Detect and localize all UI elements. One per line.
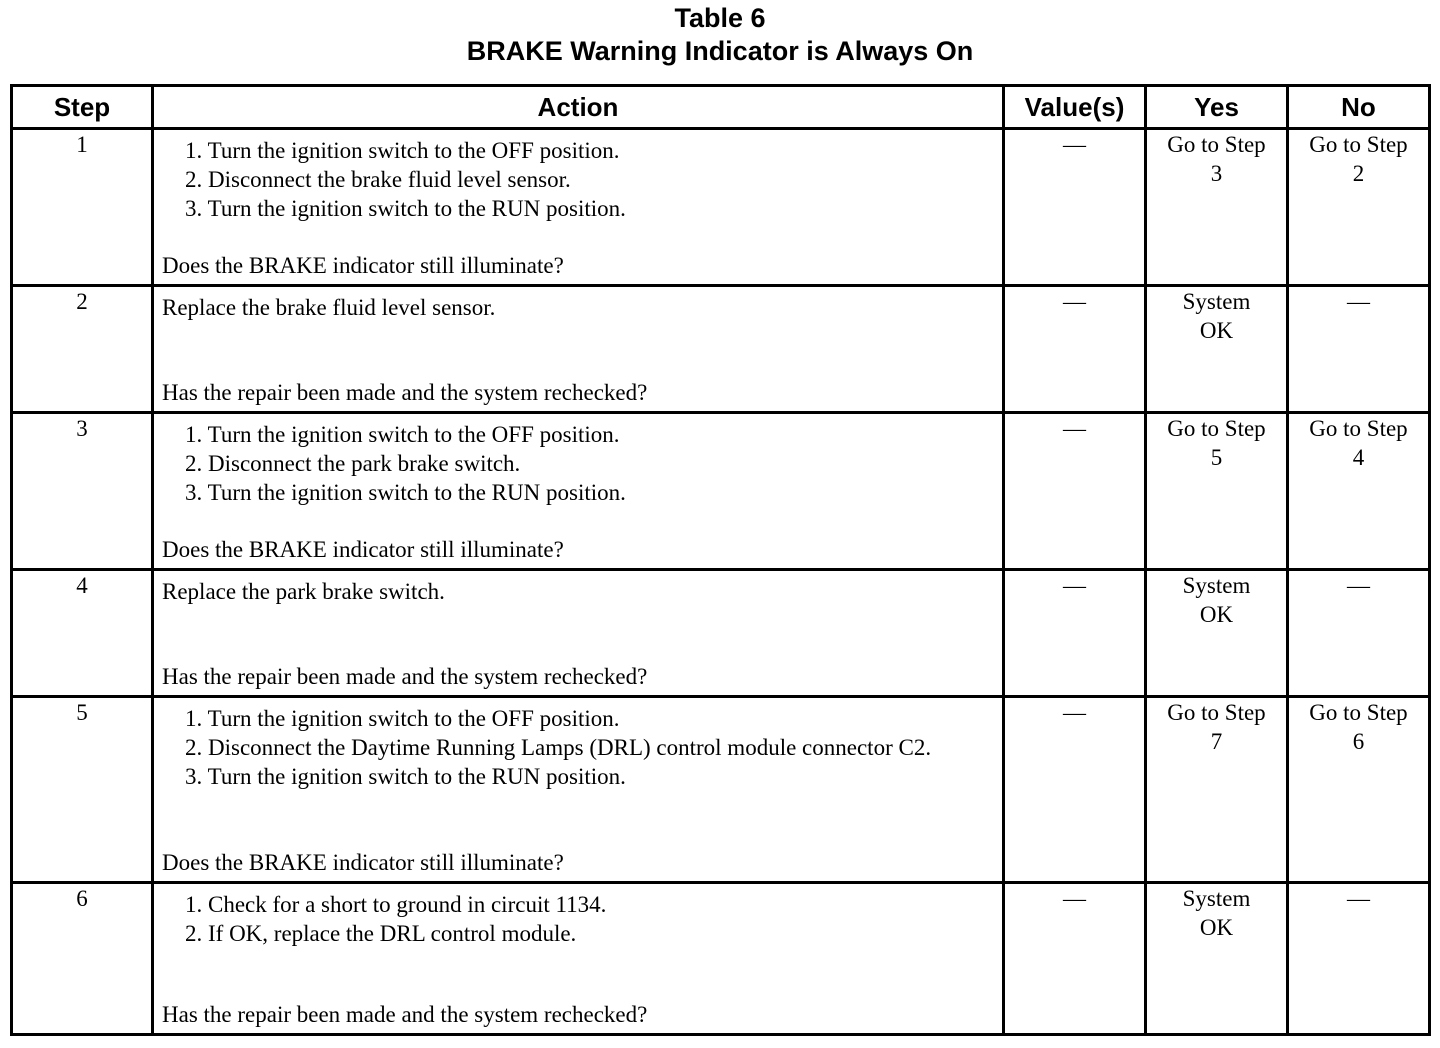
action-question: Has the repair been made and the system rechecked? (162, 380, 648, 405)
yes-result: System (1182, 573, 1251, 598)
no-cell (1288, 129, 1430, 286)
table-heading: BRAKE Warning Indicator is Always On (466, 36, 974, 66)
action-step: 2. Disconnect the Daytime Running Lamps (DRL) control module connector C2. (185, 735, 932, 760)
step-number: 2 (12, 286, 153, 413)
action-cell (153, 570, 1004, 697)
value-cell: — (1004, 286, 1146, 413)
yes-result: Go to Step (1167, 416, 1266, 441)
no-result: Go to Step (1309, 132, 1408, 157)
action-step: 3. Turn the ignition switch to the RUN position. (185, 196, 626, 221)
yes-result: System (1182, 886, 1251, 911)
action-steps (154, 890, 1002, 948)
no-result-detail: 4 (1352, 445, 1365, 470)
column-header-no: No (1288, 86, 1430, 129)
table-row (12, 883, 1430, 1035)
action-steps (154, 420, 1002, 507)
action-step: 1. Turn the ignition switch to the OFF position. (185, 422, 620, 447)
action-step: 2. Disconnect the park brake switch. (185, 451, 521, 476)
action-step: 3. Turn the ignition switch to the RUN position. (185, 480, 626, 505)
action-question: Does the BRAKE indicator still illuminate? (162, 253, 564, 278)
column-header-values: Value(s) (1004, 86, 1146, 129)
value-cell: — (1004, 697, 1146, 883)
action-question: Does the BRAKE indicator still illuminate? (162, 850, 564, 875)
no-result: Go to Step (1309, 416, 1408, 441)
yes-cell (1146, 129, 1288, 286)
action-step: 2. Disconnect the brake fluid level sensor. (185, 167, 571, 192)
no-cell (1288, 413, 1430, 570)
no-result: — (1347, 289, 1370, 314)
action-text: Replace the park brake switch. (162, 579, 445, 604)
no-result: — (1347, 886, 1370, 911)
no-cell (1288, 883, 1430, 1035)
no-cell (1288, 570, 1430, 697)
table-row (12, 413, 1430, 570)
yes-result: System (1182, 289, 1251, 314)
action-cell (153, 286, 1004, 413)
no-cell (1288, 286, 1430, 413)
table-row (12, 286, 1430, 413)
column-header-yes: Yes (1146, 86, 1288, 129)
table-row (12, 129, 1430, 286)
yes-result-detail: 3 (1210, 161, 1223, 186)
action-step: 1. Turn the ignition switch to the OFF position. (185, 138, 620, 163)
yes-result-detail: 5 (1210, 445, 1223, 470)
yes-cell (1146, 697, 1288, 883)
value-cell: — (1004, 413, 1146, 570)
action-step: 1. Turn the ignition switch to the OFF position. (185, 706, 620, 731)
step-number: 6 (12, 883, 153, 1035)
action-step: 1. Check for a short to ground in circuit 1134. (185, 892, 607, 917)
yes-cell (1146, 413, 1288, 570)
value-cell: — (1004, 570, 1146, 697)
value-cell: — (1004, 129, 1146, 286)
action-question: Does the BRAKE indicator still illuminate? (162, 537, 564, 562)
yes-cell (1146, 286, 1288, 413)
action-steps (154, 136, 1002, 223)
yes-result: Go to Step (1167, 132, 1266, 157)
step-number: 3 (12, 413, 153, 570)
yes-result: Go to Step (1167, 700, 1266, 725)
action-cell (153, 129, 1004, 286)
no-result-detail: 6 (1352, 729, 1365, 754)
yes-result-detail: OK (1199, 318, 1234, 343)
action-cell (153, 413, 1004, 570)
step-number: 4 (12, 570, 153, 697)
action-step: 3. Turn the ignition switch to the RUN position. (185, 764, 626, 789)
table-row (12, 570, 1430, 697)
no-result: Go to Step (1309, 700, 1408, 725)
no-cell (1288, 697, 1430, 883)
yes-result-detail: 7 (1210, 729, 1223, 754)
diagnostic-table (10, 84, 1431, 1036)
table-row (12, 697, 1430, 883)
table-number: Table 6 (674, 3, 766, 33)
action-cell (153, 697, 1004, 883)
action-cell (153, 883, 1004, 1035)
yes-result-detail: OK (1199, 915, 1234, 940)
no-result: — (1347, 573, 1370, 598)
action-question: Has the repair been made and the system rechecked? (162, 664, 648, 689)
yes-cell (1146, 570, 1288, 697)
column-header-step: Step (12, 86, 153, 129)
header-row (12, 86, 1430, 129)
step-number: 5 (12, 697, 153, 883)
action-steps (154, 704, 1002, 791)
value-cell: — (1004, 883, 1146, 1035)
action-text: Replace the brake fluid level sensor. (162, 295, 496, 320)
yes-cell (1146, 883, 1288, 1035)
column-header-action: Action (153, 86, 1004, 129)
table-title (0, 0, 1440, 68)
action-question: Has the repair been made and the system rechecked? (162, 1002, 648, 1027)
step-number: 1 (12, 129, 153, 286)
no-result-detail: 2 (1352, 161, 1365, 186)
yes-result-detail: OK (1199, 602, 1234, 627)
action-step: 2. If OK, replace the DRL control module. (185, 921, 577, 946)
